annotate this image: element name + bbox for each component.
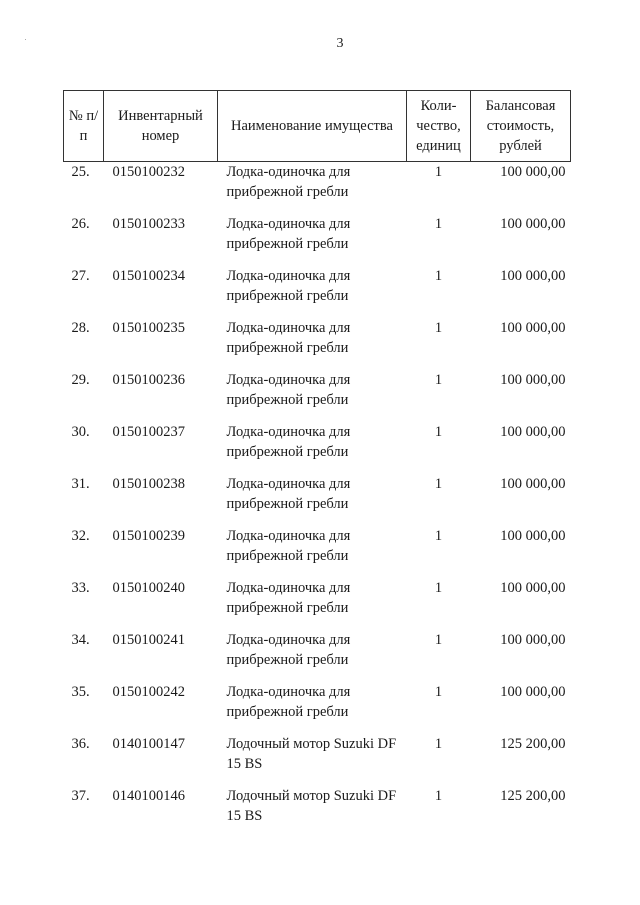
item-name-cell: Лодка-одиночка для прибрежной гребли bbox=[226, 528, 351, 564]
header-num bbox=[64, 91, 104, 162]
quantity-cell: 1 bbox=[434, 476, 443, 492]
inventory-number-cell: 0150100242 bbox=[112, 684, 185, 700]
table-row bbox=[64, 162, 571, 215]
quantity-cell: 1 bbox=[434, 216, 443, 232]
inventory-number-cell: 0150100234 bbox=[112, 268, 185, 284]
quantity-cell: 1 bbox=[434, 528, 443, 544]
row-number-cell: 28. bbox=[71, 320, 90, 336]
page-number: 3 bbox=[336, 36, 344, 51]
table-row bbox=[64, 630, 571, 682]
balance-cost-cell: 100 000,00 bbox=[500, 320, 566, 336]
row-number-cell: 33. bbox=[71, 580, 90, 596]
item-name-cell: Лодка-одиночка для прибрежной гребли bbox=[226, 632, 351, 668]
header-name-label: Наименование имущества bbox=[231, 118, 393, 134]
inventory-number-cell: 0150100238 bbox=[112, 476, 185, 492]
table-row bbox=[64, 318, 571, 370]
inventory-number-cell: 0140100147 bbox=[112, 736, 185, 752]
inventory-number-cell: 0150100240 bbox=[112, 580, 185, 596]
balance-cost-cell: 100 000,00 bbox=[500, 424, 566, 440]
row-number-cell: 26. bbox=[71, 216, 90, 232]
balance-cost-cell: 100 000,00 bbox=[500, 476, 566, 492]
item-name-cell: Лодочный мотор Suzuki DF 15 BS bbox=[226, 736, 397, 772]
balance-cost-cell: 100 000,00 bbox=[500, 580, 566, 596]
quantity-cell: 1 bbox=[434, 320, 443, 336]
row-number-cell: 30. bbox=[71, 424, 90, 440]
item-name-cell: Лодка-одиночка для прибрежной гребли bbox=[226, 216, 351, 252]
balance-cost-cell: 100 000,00 bbox=[500, 216, 566, 232]
item-name-cell: Лодка-одиночка для прибрежной гребли bbox=[226, 684, 351, 720]
item-name-cell: Лодка-одиночка для прибрежной гребли bbox=[226, 268, 351, 304]
row-number-cell: 36. bbox=[71, 736, 90, 752]
quantity-cell: 1 bbox=[434, 424, 443, 440]
item-name-cell: Лодка-одиночка для прибрежной гребли bbox=[226, 580, 351, 616]
inventory-number-cell: 0150100235 bbox=[112, 320, 185, 336]
inventory-number-cell: 0150100232 bbox=[112, 164, 185, 180]
balance-cost-cell: 100 000,00 bbox=[500, 528, 566, 544]
inventory-number-cell: 0150100239 bbox=[112, 528, 185, 544]
item-name-cell: Лодка-одиночка для прибрежной гребли bbox=[226, 164, 351, 200]
row-number-cell: 27. bbox=[71, 268, 90, 284]
inventory-number-cell: 0150100241 bbox=[112, 632, 185, 648]
header-qty bbox=[407, 91, 471, 162]
row-number-cell: 35. bbox=[71, 684, 90, 700]
row-number-cell: 34. bbox=[71, 632, 90, 648]
balance-cost-cell: 125 200,00 bbox=[500, 788, 566, 804]
inventory-table bbox=[63, 90, 571, 838]
balance-cost-cell: 125 200,00 bbox=[500, 736, 566, 752]
table-row bbox=[64, 578, 571, 630]
table-row bbox=[64, 214, 571, 266]
row-number-cell: 31. bbox=[71, 476, 90, 492]
row-number-cell: 25. bbox=[71, 164, 90, 180]
quantity-cell: 1 bbox=[434, 632, 443, 648]
quantity-cell: 1 bbox=[434, 580, 443, 596]
table-body bbox=[64, 162, 571, 839]
header-cost-label: Балансовая стоимость, рублей bbox=[485, 98, 556, 154]
table-row bbox=[64, 422, 571, 474]
table-header bbox=[64, 91, 571, 162]
header-cost bbox=[471, 91, 571, 162]
quantity-cell: 1 bbox=[434, 268, 443, 284]
inventory-number-cell: 0140100146 bbox=[112, 788, 185, 804]
table-row bbox=[64, 266, 571, 318]
table-row bbox=[64, 734, 571, 786]
balance-cost-cell: 100 000,00 bbox=[500, 632, 566, 648]
header-inventory bbox=[104, 91, 218, 162]
row-number-cell: 29. bbox=[71, 372, 90, 388]
item-name-cell: Лодка-одиночка для прибрежной гребли bbox=[226, 476, 351, 512]
quantity-cell: 1 bbox=[434, 372, 443, 388]
row-number-cell: 37. bbox=[71, 788, 90, 804]
table-row bbox=[64, 474, 571, 526]
inventory-number-cell: 0150100237 bbox=[112, 424, 185, 440]
balance-cost-cell: 100 000,00 bbox=[500, 684, 566, 700]
item-name-cell: Лодка-одиночка для прибрежной гребли bbox=[226, 372, 351, 408]
header-name bbox=[218, 91, 407, 162]
quantity-cell: 1 bbox=[434, 736, 443, 752]
quantity-cell: 1 bbox=[434, 788, 443, 804]
header-inventory-label: Инвентарный номер bbox=[118, 108, 203, 144]
balance-cost-cell: 100 000,00 bbox=[500, 268, 566, 284]
item-name-cell: Лодка-одиночка для прибрежной гребли bbox=[226, 320, 351, 356]
table-row bbox=[64, 370, 571, 422]
inventory-number-cell: 0150100233 bbox=[112, 216, 185, 232]
table-row bbox=[64, 526, 571, 578]
balance-cost-cell: 100 000,00 bbox=[500, 372, 566, 388]
table-row bbox=[64, 682, 571, 734]
quantity-cell: 1 bbox=[434, 684, 443, 700]
item-name-cell: Лодка-одиночка для прибрежной гребли bbox=[226, 424, 351, 460]
row-number-cell: 32. bbox=[71, 528, 90, 544]
balance-cost-cell: 100 000,00 bbox=[500, 164, 566, 180]
quantity-cell: 1 bbox=[434, 164, 443, 180]
header-num-label: № п/п bbox=[68, 108, 99, 144]
header-qty-label: Коли-чество, единиц bbox=[416, 98, 461, 154]
inventory-number-cell: 0150100236 bbox=[112, 372, 185, 388]
item-name-cell: Лодочный мотор Suzuki DF 15 BS bbox=[226, 788, 397, 824]
header-row bbox=[64, 91, 571, 162]
table-row bbox=[64, 786, 571, 838]
